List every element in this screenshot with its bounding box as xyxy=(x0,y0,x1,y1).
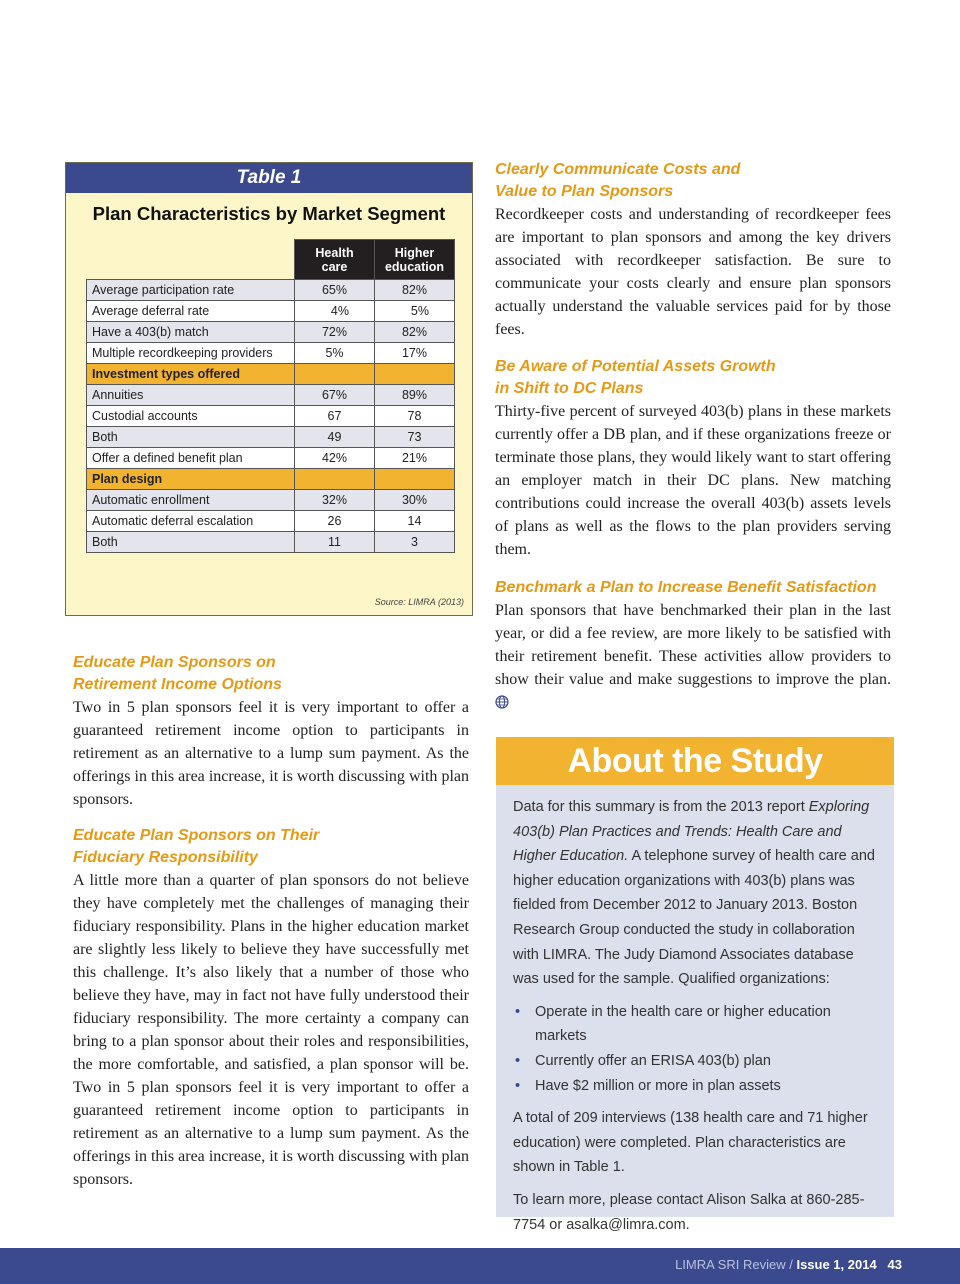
higher-education-value: 21% xyxy=(375,448,455,469)
article-heading-line2: Fiduciary Responsibility xyxy=(73,849,258,866)
page-number: 43 xyxy=(887,1257,902,1272)
higher-education-value: 30% xyxy=(375,490,455,511)
article-communicate-costs xyxy=(495,159,891,341)
higher-education-value: 5% xyxy=(375,301,455,322)
article-retirement-income xyxy=(73,652,469,811)
table-row xyxy=(87,427,455,448)
row-label: Both xyxy=(87,427,295,448)
article-heading-line2: Value to Plan Sponsors xyxy=(495,183,674,200)
bullet-icon: • xyxy=(515,1003,521,1020)
row-label: Both xyxy=(87,532,295,553)
table-row xyxy=(87,343,455,364)
row-label: Annuities xyxy=(87,385,295,406)
health-care-value: 5% xyxy=(295,343,375,364)
plan-characteristics-table xyxy=(86,239,455,553)
publication-name: LIMRA SRI Review / xyxy=(675,1257,797,1272)
list-item-text: Currently offer an ERISA 403(b) plan xyxy=(535,1052,771,1069)
row-label: Custodial accounts xyxy=(87,406,295,427)
list-item xyxy=(515,1000,880,1049)
health-care-value: 4% xyxy=(295,301,375,322)
row-label: Average deferral rate xyxy=(87,301,295,322)
article-heading-line1: Educate Plan Sponsors on Their xyxy=(73,827,320,844)
health-care-value: 67% xyxy=(295,385,375,406)
health-care-value xyxy=(295,469,375,490)
article-body: Two in 5 plan sponsors feel it is very important to offer a guaranteed retirement income option to participants in retirement as an alternative to a lump sum payment. As the offerings in this area increase, it is worth discussing with plan sponsors. xyxy=(73,699,469,808)
table-section-row xyxy=(87,364,455,385)
article-body xyxy=(495,599,891,716)
row-label: Average participation rate xyxy=(87,280,295,301)
higher-education-value: 89% xyxy=(375,385,455,406)
higher-education-value: 17% xyxy=(375,343,455,364)
health-care-value: 26 xyxy=(295,511,375,532)
table-title: Table 1 xyxy=(66,163,472,193)
table-row xyxy=(87,322,455,343)
row-label: Automatic enrollment xyxy=(87,490,295,511)
health-care-value: 42% xyxy=(295,448,375,469)
article-heading-line1: Educate Plan Sponsors on xyxy=(73,654,276,671)
table-row xyxy=(87,406,455,427)
qualification-list xyxy=(513,1000,880,1098)
article-heading-line2: Retirement Income Options xyxy=(73,676,282,693)
list-item xyxy=(515,1074,880,1099)
table-section-row xyxy=(87,469,455,490)
table-row xyxy=(87,532,455,553)
about-report-title: Exploring 403(b) Plan Practices and Trends: Health Care and Higher Education. xyxy=(513,799,870,865)
table-header-row xyxy=(87,240,455,280)
higher-education-value xyxy=(375,364,455,385)
higher-education-value: 82% xyxy=(375,322,455,343)
col-higher-education-line1: Higher xyxy=(394,245,435,260)
col-higher-education xyxy=(375,240,455,280)
article-heading-line1: Clearly Communicate Costs and xyxy=(495,161,741,178)
row-label: Multiple recordkeeping providers xyxy=(87,343,295,364)
row-label: Automatic deferral escalation xyxy=(87,511,295,532)
article-body-text: Plan sponsors that have benchmarked their plan in the last year, or did a fee review, are more likely to be satisfied with their retirement benefit. These activities allow providers to show their value and make suggestions to improve the plan. xyxy=(495,602,891,688)
table-1-box xyxy=(65,162,473,616)
col-health-care-line1: Health xyxy=(315,245,354,260)
about-intro xyxy=(513,795,880,992)
article-body: Thirty-five percent of surveyed 403(b) plans in these markets currently offer a DB plan, and if these organizations freeze or terminate those plans, they would likely want to start offering an employer match in their DC plans. New matching contributions could increase the overall 403(b) assets levels of plans as well as the flows to the plan providers serving them. xyxy=(495,403,891,558)
higher-education-value: 73 xyxy=(375,427,455,448)
table-corner xyxy=(87,240,295,280)
about-title: About the Study xyxy=(496,737,894,785)
health-care-value: 67 xyxy=(295,406,375,427)
col-higher-education-line2: education xyxy=(384,259,445,274)
row-label: Have a 403(b) match xyxy=(87,322,295,343)
bullet-icon: • xyxy=(515,1052,521,1069)
about-body xyxy=(496,785,894,1237)
globe-icon xyxy=(495,693,509,716)
issue-label: Issue 1, 2014 xyxy=(796,1257,877,1272)
article-heading-line1: Benchmark a Plan to Increase Benefit Satisfaction xyxy=(495,579,877,596)
list-item-text: Have $2 million or more in plan assets xyxy=(535,1077,781,1094)
table-row xyxy=(87,280,455,301)
footer-bar xyxy=(0,1248,960,1284)
higher-education-value: 78 xyxy=(375,406,455,427)
higher-education-value: 82% xyxy=(375,280,455,301)
section-label: Plan design xyxy=(87,469,295,490)
about-the-study-box xyxy=(496,737,894,1233)
article-body: A little more than a quarter of plan sponsors do not believe they have completely met the challenges of managing their fiduciary responsibility. Plans in the higher education market are slightly less likely to believe they have successfully met this challenge. It’s also likely that a number of those who believe they have, may in fact not have fully understood their fiduciary responsibility. The more certainty a company can bring to a plan sponsor about their roles and responsibilities, the more comfortable, and satisfied, a plan sponsor will be. Two in 5 plan sponsors feel it is very important to offer a guaranteed retirement income option to participants in retirement as an alternative to a lump sum payment. As the offerings in this area increase, it is worth discussing with plan sponsors. xyxy=(73,872,469,1188)
article-assets-growth xyxy=(495,356,891,561)
about-intro-part1: Data for this summary is from the 2013 report xyxy=(513,799,809,815)
health-care-value: 72% xyxy=(295,322,375,343)
table-source: Source: LIMRA (2013) xyxy=(374,597,464,607)
table-row xyxy=(87,448,455,469)
table-row xyxy=(87,385,455,406)
about-contact: To learn more, please contact Alison Salka at 860-285-7754 or asalka@limra.com. xyxy=(513,1191,865,1233)
col-health-care-line2: care xyxy=(321,259,348,274)
table-row xyxy=(87,301,455,322)
row-label: Offer a defined benefit plan xyxy=(87,448,295,469)
article-heading-line2: in Shift to DC Plans xyxy=(495,380,644,397)
table-row xyxy=(87,490,455,511)
col-health-care xyxy=(295,240,375,280)
article-fiduciary xyxy=(73,825,469,1191)
higher-education-value xyxy=(375,469,455,490)
about-intro-part2: A telephone survey of health care and higher education organizations with 403(b) plans was fielded from December 2012 to January 2013. Boston Research Group conducted the study in collaboration with LIMRA. The Judy Diamond Associates database was used for the sample. Qualified organizations: xyxy=(513,848,875,988)
table-heading: Plan Characteristics by Market Segment xyxy=(92,203,446,224)
health-care-value: 65% xyxy=(295,280,375,301)
section-label: Investment types offered xyxy=(87,364,295,385)
list-item xyxy=(515,1049,880,1074)
article-body: Recordkeeper costs and understanding of recordkeeper fees are important to plan sponsors and among the key drivers associated with recordkeeper satisfaction. Be sure to communicate your costs clearly and ensure plan sponsors actually understand the valuable services paid for by those fees. xyxy=(495,206,891,338)
bullet-icon: • xyxy=(515,1077,521,1094)
health-care-value: 49 xyxy=(295,427,375,448)
about-paragraph-2: A total of 209 interviews (138 health care and 71 higher education) were completed. Plan characteristics are shown in Table 1. xyxy=(513,1110,868,1176)
article-heading-line1: Be Aware of Potential Assets Growth xyxy=(495,358,776,375)
article-benchmark xyxy=(495,577,891,716)
health-care-value: 11 xyxy=(295,532,375,553)
footer-text xyxy=(675,1257,902,1272)
list-item-text: Operate in the health care or higher education markets xyxy=(535,1003,831,1045)
higher-education-value: 3 xyxy=(375,532,455,553)
higher-education-value: 14 xyxy=(375,511,455,532)
table-row xyxy=(87,511,455,532)
health-care-value xyxy=(295,364,375,385)
health-care-value: 32% xyxy=(295,490,375,511)
